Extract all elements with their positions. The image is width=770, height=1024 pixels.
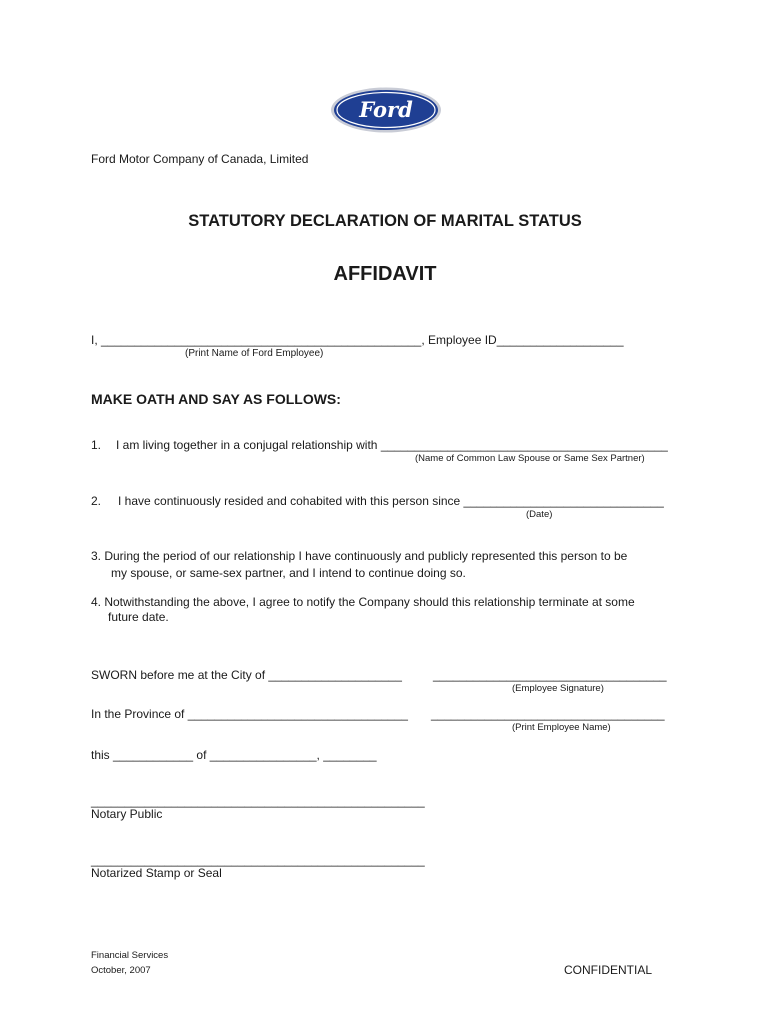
footer-confidential: CONFIDENTIAL: [564, 963, 653, 977]
logo-wordmark: Ford: [359, 97, 413, 122]
paragraph-3-line-2: my spouse, or same-sex partner, and I intend to continue doing so.: [111, 566, 466, 580]
item-1-text: I am living together in a conjugal relationship with ___________________________________________: [116, 438, 668, 452]
footer-date: October, 2007: [91, 965, 151, 976]
declarant-name-caption: (Print Name of Ford Employee): [185, 348, 324, 359]
item-1-caption: (Name of Common Law Spouse or Same Sex Partner): [415, 453, 645, 464]
sworn-city-line: SWORN before me at the City of ____________________: [91, 668, 402, 682]
employee-signature-caption: (Employee Signature): [512, 683, 604, 694]
notary-signature-line: __________________________________________________: [91, 794, 425, 808]
item-1-number: 1.: [91, 438, 102, 452]
paragraph-4-line-2: future date.: [108, 610, 169, 624]
sworn-date-line: this ____________ of ________________, ________: [91, 748, 377, 762]
stamp-label: Notarized Stamp or Seal: [91, 866, 222, 880]
stamp-line: __________________________________________________: [91, 853, 425, 867]
footer-department: Financial Services: [91, 950, 169, 961]
notary-label: Notary Public: [91, 807, 163, 821]
item-2-text: I have continuously resided and cohabited with this person since ______________________________: [118, 494, 664, 508]
document-title: STATUTORY DECLARATION OF MARITAL STATUS: [188, 212, 582, 230]
employee-name-caption: (Print Employee Name): [512, 722, 611, 733]
company-name: Ford Motor Company of Canada, Limited: [91, 152, 309, 166]
document-subtitle: AFFIDAVIT: [333, 263, 437, 285]
declarant-name-line: I, ________________________________________________, Employee ID___________________: [91, 333, 624, 347]
sworn-province-line: In the Province of _________________________________: [91, 707, 408, 721]
item-2-caption: (Date): [526, 509, 553, 520]
ford-logo: [329, 86, 443, 134]
oath-heading: MAKE OATH AND SAY AS FOLLOWS:: [91, 391, 341, 407]
paragraph-3-line-1: 3. During the period of our relationship I have continuously and publicly represented this person to be: [91, 549, 628, 563]
employee-signature-line: ___________________________________: [433, 668, 667, 682]
paragraph-4-line-1: 4. Notwithstanding the above, I agree to notify the Company should this relationship terminate at some: [91, 595, 635, 609]
item-2-number: 2.: [91, 494, 102, 508]
employee-name-line: ___________________________________: [431, 707, 665, 721]
